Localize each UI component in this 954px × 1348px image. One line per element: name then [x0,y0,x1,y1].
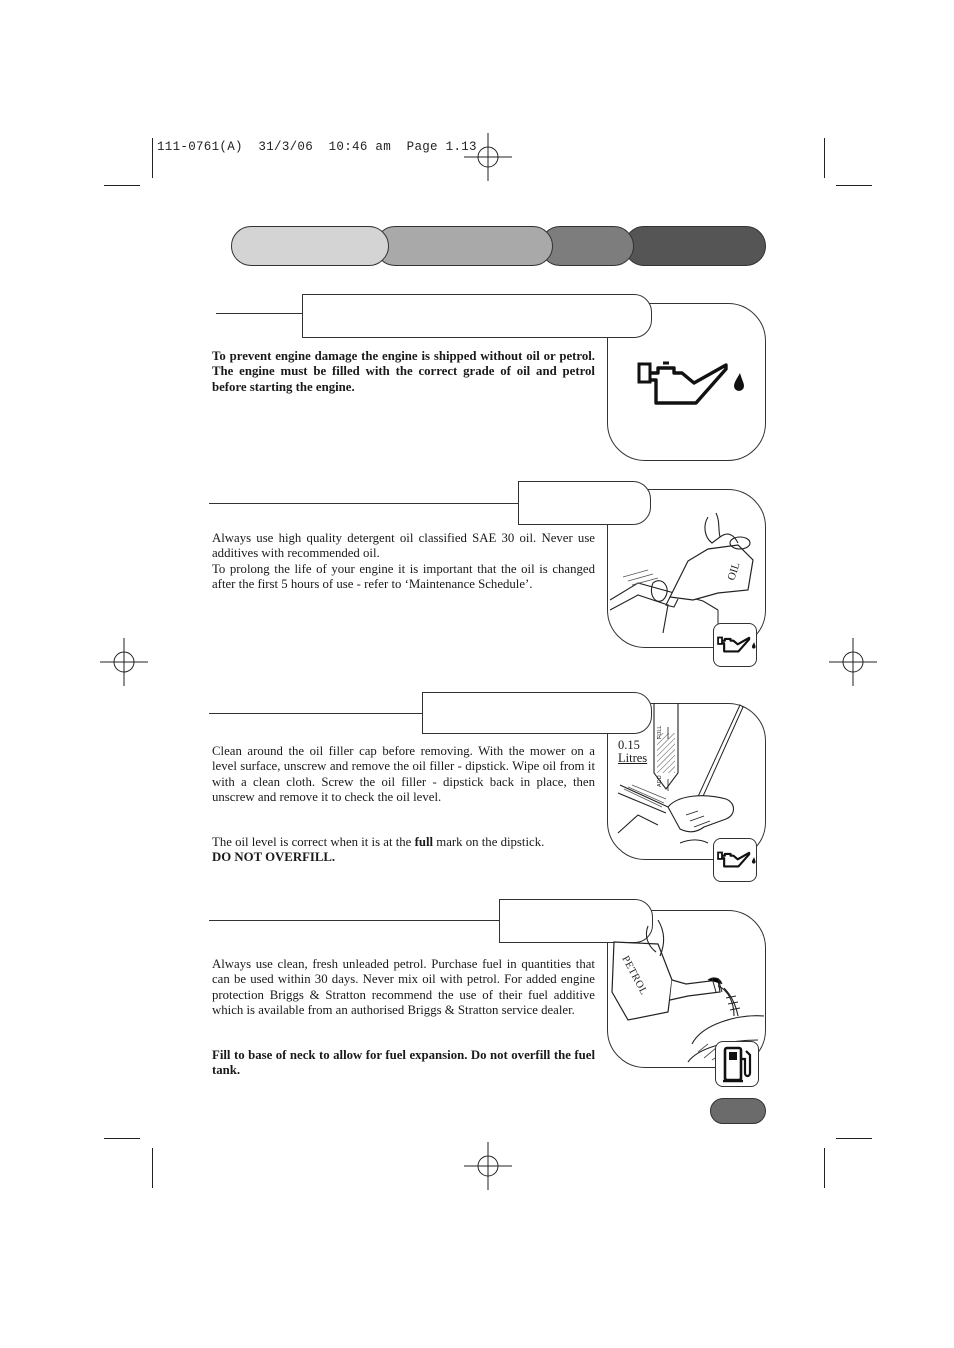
crop-mark [104,185,140,186]
oil-level-before: The oil level is correct when it is at the [212,835,415,849]
oil-check-text [212,744,595,806]
oil-level-full: full [414,835,434,849]
section-title-box [302,294,652,338]
petrol-can-label: PETROL [619,954,650,998]
section-rule [209,920,502,921]
crop-mark [824,1148,825,1188]
oil-grade-para2: To prolong the life of your engine it is important that the oil is changed after the first 5 hours of use - refer to ‘Maintenance Schedule’. [212,561,595,592]
oil-can-icon [717,849,757,871]
intro-paragraph: To prevent engine damage the engine is shipped without oil or petrol. The engine must be filled with the correct grade of oil and petrol before starting the engine. [212,349,595,394]
section-rule [216,313,306,314]
do-not-overfill: DO NOT OVERFILL. [212,850,336,865]
petrol-text [212,957,595,1019]
crop-mark [836,185,872,186]
print-slug: 111-0761(A) 31/3/06 10:46 am Page 1.13 [157,140,477,154]
petrol-warning: Fill to base of neck to allow for fuel expansion. Do not overfill the fuel tank. [212,1048,595,1078]
registration-mark-icon [464,133,512,181]
header-tab-3 [540,226,634,266]
crop-mark [104,1138,140,1139]
header-tab-2 [375,226,553,266]
oil-level-after: mark on the dipstick. [433,835,545,849]
petrol-para1: Always use clean, fresh unleaded petrol. Purchase fuel in quantities that can be used within 30 days. Never mix oil with petrol. For added engine protection Briggs & Stratton recommend the use of their fuel additive which is available from an authorised Briggs & Stratton service dealer. [212,957,595,1018]
dipstick-full-mark: FULL [657,725,663,739]
dipstick-capacity-unit: Litres [618,751,648,765]
oil-can-icon [636,355,748,415]
dipstick-add-mark: ADD [657,775,663,787]
crop-mark [824,138,825,178]
registration-mark-icon [829,638,877,686]
header-tab-4 [624,226,766,266]
oil-level-sentence [212,835,595,850]
dipstick-capacity-value: 0.15 [618,738,640,752]
section-rule [209,713,424,714]
section-rule [209,503,521,504]
oil-level-text [212,835,595,866]
oil-can-icon [717,634,757,656]
oil-bottle-label: OIL [725,560,743,582]
oil-grade-para1: Always use high quality detergent oil classified SAE 30 oil. Never use additives with recommended oil. [212,531,595,561]
dipstick-illustration [608,703,764,859]
registration-mark-icon [100,638,148,686]
crop-mark [152,138,153,178]
page-number-pill [710,1098,766,1124]
header-tab-1 [231,226,389,266]
oil-grade-text [212,531,595,593]
crop-mark [152,1148,153,1188]
oil-check-para1: Clean around the oil filler cap before removing. With the mower on a level surface, unscrew and remove the oil filler - dipstick. Wipe oil from it with a clean cloth. Screw the oil filler - dipstick back in place, then unscrew and remove it to check the oil level. [212,744,595,805]
registration-mark-icon [464,1142,512,1190]
fuel-pump-icon [721,1045,753,1083]
crop-mark [836,1138,872,1139]
